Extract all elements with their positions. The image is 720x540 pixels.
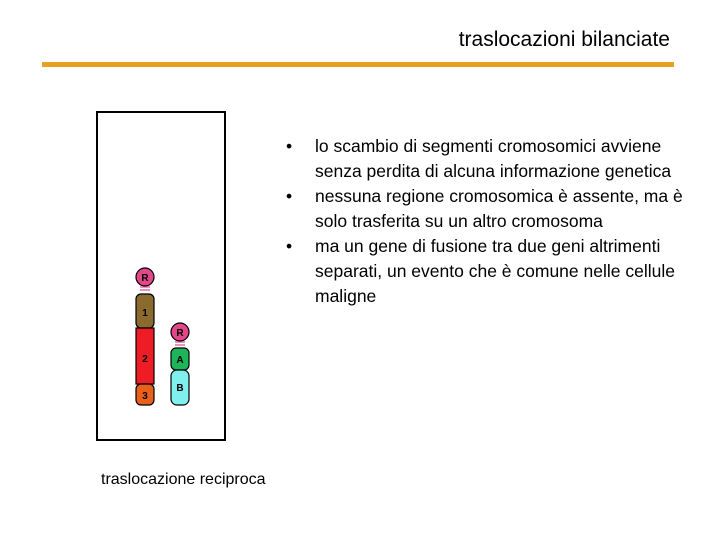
left-centromere-label: R xyxy=(141,273,149,284)
bullet-mark: • xyxy=(286,186,293,206)
right-band-A-label: A xyxy=(176,355,184,366)
bullet-item xyxy=(286,184,686,234)
chromosome-left xyxy=(136,268,154,405)
bullet-list xyxy=(286,134,686,309)
bullet-text: lo scambio di segmenti cromosomici avviene senza perdita di alcuna informazione genetica xyxy=(315,136,672,181)
bullet-mark: • xyxy=(286,236,293,256)
bullet-item xyxy=(286,234,686,309)
left-band-3-label: 3 xyxy=(142,391,148,402)
bullet-item xyxy=(286,134,686,184)
bullet-mark: • xyxy=(286,136,293,156)
slide-title: traslocazioni bilanciate xyxy=(458,28,670,51)
chromosome-right xyxy=(171,323,189,405)
right-centromere-label: R xyxy=(176,328,184,339)
left-band-1-label: 1 xyxy=(142,308,148,319)
bullet-text: nessuna regione cromosomica è assente, ma è solo trasferita su un altro cromosoma xyxy=(315,186,683,231)
left-band-2-label: 2 xyxy=(142,354,148,365)
right-band-B-label: B xyxy=(176,383,184,394)
diagram-caption: traslocazione reciproca xyxy=(101,471,266,488)
bullet-text: ma un gene di fusione tra due geni altrimenti separati, un evento che è comune nelle cellule maligne xyxy=(315,236,675,306)
